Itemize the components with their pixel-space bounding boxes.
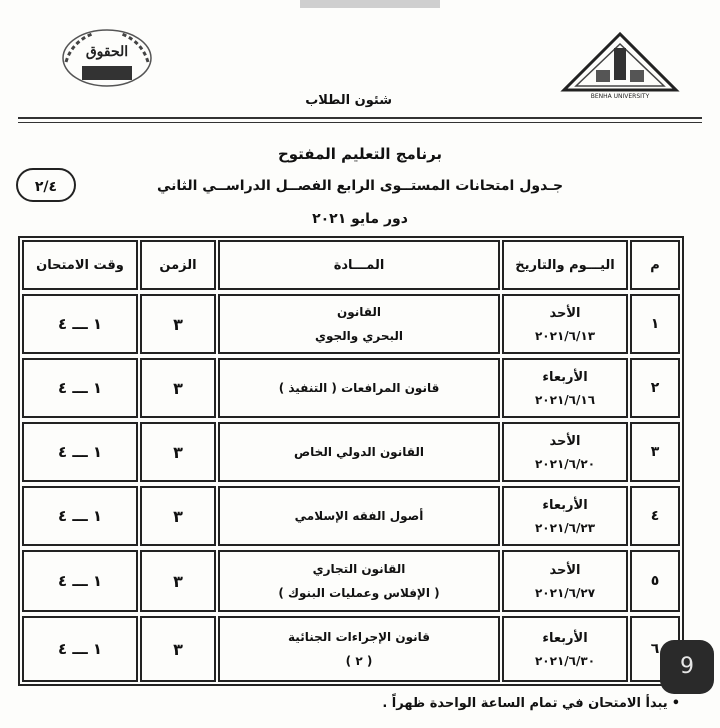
row-2-date: الأربعاء ٢٠٢١/٦/١٦ bbox=[502, 358, 628, 418]
session-title: دور مايو ٢٠٢١ bbox=[312, 211, 408, 227]
row-3-num: ٣ bbox=[630, 422, 680, 482]
header-rule bbox=[18, 117, 702, 119]
row-3-subject: القانون الدولي الخاص bbox=[218, 422, 500, 482]
schedule-title: جـدول امتحانات المستــوى الرابع الفصــل الدراســي الثاني bbox=[156, 178, 564, 194]
row-3-hours: ٣ bbox=[140, 422, 216, 482]
row-1-hours: ٣ bbox=[140, 294, 216, 354]
row-5-time: ١ ـــ ٤ bbox=[22, 550, 138, 612]
row-3-time: ١ ـــ ٤ bbox=[22, 422, 138, 482]
row-1-time: ١ ـــ ٤ bbox=[22, 294, 138, 354]
row-2-subject: قانون المرافعات ( التنفيذ ) bbox=[218, 358, 500, 418]
row-4-hours: ٣ bbox=[140, 486, 216, 546]
row-4-date: الأربعاء ٢٠٢١/٦/٢٣ bbox=[502, 486, 628, 546]
logo-right-text: BENHA UNIVERSITY bbox=[590, 93, 650, 100]
law-faculty-logo bbox=[52, 22, 162, 92]
image-count-badge[interactable]: 9 bbox=[660, 640, 714, 694]
row-1-date: الأحد ٢٠٢١/٦/١٣ bbox=[502, 294, 628, 354]
header-hours: الزمن bbox=[140, 240, 216, 290]
row-2-hours: ٣ bbox=[140, 358, 216, 418]
row-5-num: ٥ bbox=[630, 550, 680, 612]
exam-start-note: •يبدأ الامتحان في تمام الساعة الواحدة ظهراً . bbox=[382, 696, 680, 711]
program-title: برنامج التعليم المفتوح bbox=[277, 145, 443, 163]
header-rule-thin bbox=[18, 122, 702, 123]
row-6-subject: قانون الإجراءات الجنائية ( ٢ ) bbox=[218, 616, 500, 682]
row-1-num: ١ bbox=[630, 294, 680, 354]
row-4-time: ١ ـــ ٤ bbox=[22, 486, 138, 546]
header-num: م bbox=[630, 240, 680, 290]
row-1-subject: القانون البحري والجوي bbox=[218, 294, 500, 354]
row-5-date: الأحد ٢٠٢١/٦/٢٧ bbox=[502, 550, 628, 612]
row-6-date: الأربعاء ٢٠٢١/٦/٣٠ bbox=[502, 616, 628, 682]
row-6-hours: ٣ bbox=[140, 616, 216, 682]
header-date: اليـــوم والتاريخ bbox=[502, 240, 628, 290]
header-time: وقت الامتحان bbox=[22, 240, 138, 290]
row-3-date: الأحد ٢٠٢١/٦/٢٠ bbox=[502, 422, 628, 482]
row-4-subject: أصول الفقه الإسلامي bbox=[218, 486, 500, 546]
department-label: شئون الطلاب bbox=[305, 93, 392, 108]
bullet-icon: • bbox=[671, 696, 680, 711]
logo-left-text: الحقوق bbox=[85, 44, 129, 60]
row-2-num: ٢ bbox=[630, 358, 680, 418]
top-bar bbox=[300, 0, 440, 8]
university-logo bbox=[560, 30, 680, 100]
page-reference: ٢/٤ bbox=[16, 168, 76, 202]
row-6-time: ١ ـــ ٤ bbox=[22, 616, 138, 682]
header-subject: المـــادة bbox=[218, 240, 500, 290]
row-6-num: ٦ bbox=[630, 616, 680, 682]
row-2-time: ١ ـــ ٤ bbox=[22, 358, 138, 418]
row-4-num: ٤ bbox=[630, 486, 680, 546]
row-5-subject: القانون التجاري ( الإفلاس وعمليات البنوك ) bbox=[218, 550, 500, 612]
row-5-hours: ٣ bbox=[140, 550, 216, 612]
